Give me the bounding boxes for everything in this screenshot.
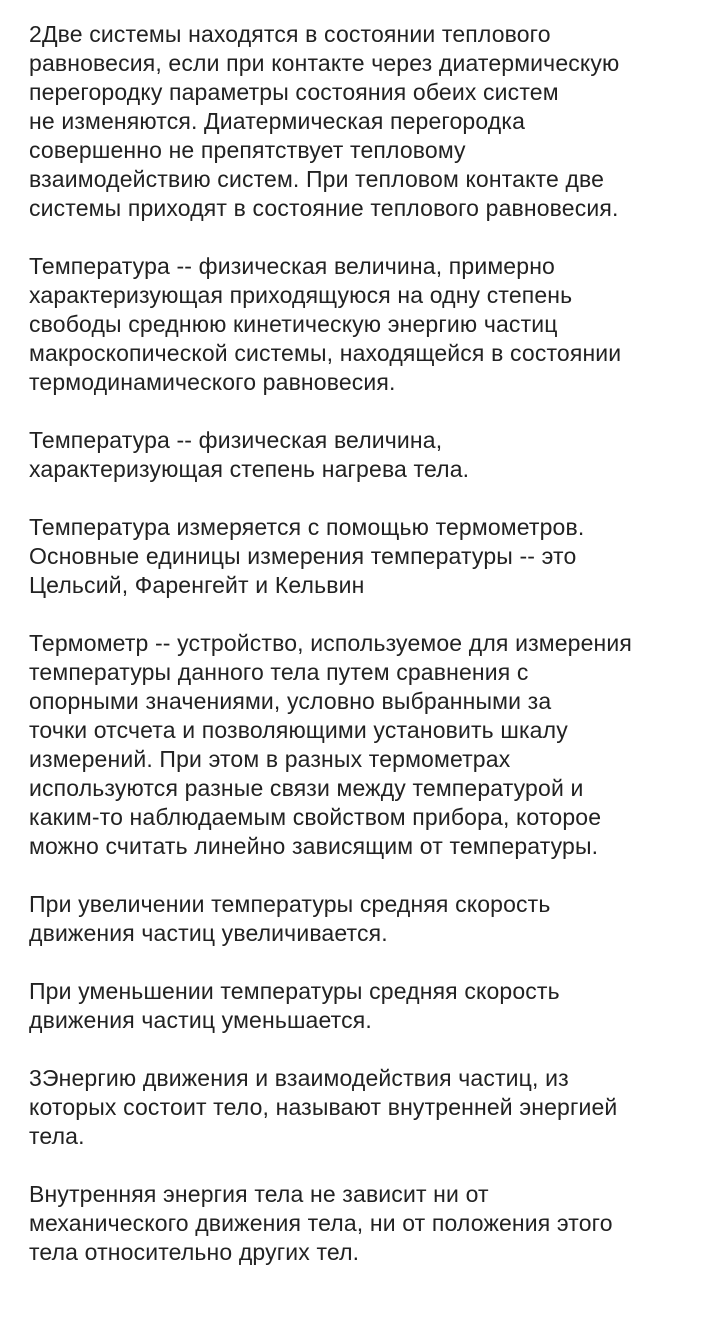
document-body [29, 20, 709, 1296]
text-line: макроскопической системы, находящейся в состоянии [29, 340, 622, 366]
text-line: температуры данного тела путем сравнения с [29, 659, 529, 685]
paragraph-temperature-increase [29, 890, 709, 948]
text-line: 2Две системы находятся в состоянии теплового [29, 21, 551, 47]
paragraph-temperature-definition-2 [29, 426, 709, 484]
text-line: свободы среднюю кинетическую энергию частиц [29, 311, 558, 337]
text-line: перегородку параметры состояния обеих систем [29, 79, 559, 105]
text-line: взаимодействию систем. При тепловом контакте две [29, 166, 605, 192]
text-line: Температура измеряется с помощью термометров. [29, 514, 585, 540]
paragraph-internal-energy-definition [29, 1064, 709, 1151]
text-line: Температура -- физическая величина, [29, 427, 443, 453]
paragraph-temperature-decrease [29, 977, 709, 1035]
paragraph-thermal-equilibrium [29, 20, 709, 223]
text-line: Внутренняя энергия тела не зависит ни от [29, 1181, 489, 1207]
text-line: Термометр -- устройство, используемое для измерения [29, 630, 632, 656]
text-line: Температура -- физическая величина, примерно [29, 253, 555, 279]
text-line: 3Энергию движения и взаимодействия частиц, из [29, 1065, 569, 1091]
text-line: тела. [29, 1123, 85, 1149]
text-line: При увеличении температуры средняя скорость [29, 891, 551, 917]
text-line: системы приходят в состояние теплового равновесия. [29, 195, 619, 221]
text-line: которых состоит тело, называют внутренней энергией [29, 1094, 618, 1120]
text-line: движения частиц увеличивается. [29, 920, 388, 946]
text-line: равновесия, если при контакте через диатермическую [29, 50, 620, 76]
text-line: характеризующая приходящуюся на одну степень [29, 282, 573, 308]
text-line: измерений. При этом в разных термометрах [29, 746, 511, 772]
text-line: используются разные связи между температурой и [29, 775, 584, 801]
text-line: можно считать линейно зависящим от температуры. [29, 833, 599, 859]
text-line: не изменяются. Диатермическая перегородка [29, 108, 526, 134]
paragraph-thermometer [29, 629, 709, 861]
text-line: совершенно не препятствует тепловому [29, 137, 466, 163]
paragraph-internal-energy-independence [29, 1180, 709, 1267]
text-line: Цельсий, Фаренгейт и Кельвин [29, 572, 365, 598]
text-line: термодинамического равновесия. [29, 369, 396, 395]
text-line: опорными значениями, условно выбранными за [29, 688, 552, 714]
text-line: тела относительно других тел. [29, 1239, 360, 1265]
text-line: механического движения тела, ни от положения этого [29, 1210, 613, 1236]
text-line: движения частиц уменьшается. [29, 1007, 372, 1033]
text-line: каким-то наблюдаемым свойством прибора, которое [29, 804, 602, 830]
paragraph-temperature-definition-1 [29, 252, 709, 397]
text-line: характеризующая степень нагрева тела. [29, 456, 470, 482]
text-line: точки отсчета и позволяющими установить шкалу [29, 717, 568, 743]
text-line: При уменьшении температуры средняя скорость [29, 978, 560, 1004]
paragraph-temperature-units [29, 513, 709, 600]
text-line: Основные единицы измерения температуры -- это [29, 543, 577, 569]
